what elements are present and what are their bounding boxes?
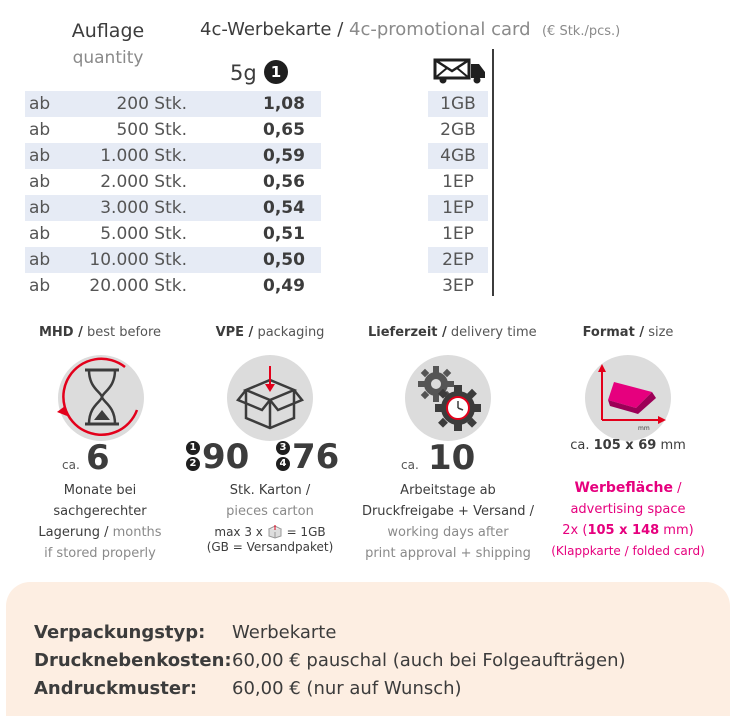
lieferzeit-value: 10 — [428, 438, 476, 478]
table-row — [25, 195, 321, 221]
lieferzeit-line4: print approval + shipping — [365, 546, 531, 561]
row-quantity: 10.000 Stk. — [89, 250, 187, 270]
shipping-cell: 4GB — [428, 143, 488, 169]
format-size-value: 105 x 69 — [593, 438, 657, 453]
row-prefix: ab — [29, 198, 51, 218]
row-quantity: 1.000 Stk. — [100, 146, 187, 166]
lieferzeit-line2: Druckfreigabe + Versand / — [361, 504, 535, 519]
title-en: 4c-promotional card — [343, 19, 531, 40]
lieferzeit-line1: Arbeitstage ab — [400, 483, 496, 498]
vpe-note — [190, 525, 350, 555]
row-prefix: ab — [29, 224, 51, 244]
vpe-title-bold: VPE / — [215, 325, 254, 340]
vpe-title — [190, 325, 350, 340]
mhd-line1: Monate bei — [63, 483, 137, 498]
row-price: 0,50 — [263, 250, 305, 270]
row-price: 0,54 — [263, 198, 305, 218]
mhd-title-bold: MHD / — [38, 325, 83, 340]
format-line3b: 105 x 148 — [587, 523, 660, 538]
lieferzeit-line3: working days after — [387, 525, 509, 540]
mhd-line2: sachgerechter — [53, 504, 147, 519]
gears-clock-icon — [408, 358, 490, 440]
lieferzeit-ca: ca. — [401, 458, 419, 472]
row-price: 0,59 — [263, 146, 305, 166]
table-row — [25, 247, 321, 273]
shipping-cell: 1GB — [428, 91, 488, 117]
mhd-line3b: months — [108, 525, 162, 540]
footer-row-costs — [34, 650, 626, 671]
small-box-icon — [267, 525, 283, 539]
row-prefix: ab — [29, 172, 51, 192]
shipping-cell: 3EP — [442, 276, 474, 296]
format-line3c: mm) — [659, 523, 694, 538]
box-icon — [232, 360, 308, 436]
auflage-header: Auflage — [71, 20, 145, 42]
vpe-line3b: = 1GB — [286, 525, 326, 539]
shipping-cell: 1EP — [428, 195, 488, 221]
row-quantity: 5.000 Stk. — [100, 224, 187, 244]
footer-row-proof — [34, 678, 462, 699]
footer-value: Werbekarte — [232, 622, 337, 643]
price-unit: (€ Stk./pcs.) — [541, 24, 621, 39]
format-line3a: 2x ( — [562, 523, 588, 538]
mhd-title-rest: best before — [82, 325, 162, 340]
format-size — [548, 438, 708, 453]
product-title — [200, 19, 620, 40]
vpe-line4: (GB = Versandpaket) — [206, 540, 334, 554]
footer-box — [6, 582, 730, 716]
lieferzeit-description — [355, 480, 541, 564]
lieferzeit-title — [368, 325, 537, 340]
format-size-unit: mm — [660, 438, 686, 453]
hourglass-icon — [55, 352, 150, 444]
mhd-description — [20, 480, 180, 564]
format-size-prefix: ca. — [570, 438, 590, 453]
table-row — [25, 117, 321, 143]
vpe-marker-4: 4 — [276, 457, 290, 471]
row-quantity: 20.000 Stk. — [89, 276, 187, 296]
title-de: 4c-Werbekarte / — [200, 19, 344, 40]
truck-mail-icon — [433, 56, 487, 84]
mhd-value: 6 — [86, 438, 110, 478]
row-price: 0,56 — [263, 172, 305, 192]
table-row — [25, 143, 321, 169]
lieferzeit-title-bold: Lieferzeit / — [368, 325, 447, 340]
row-prefix: ab — [29, 120, 51, 140]
shipping-cell: 2EP — [428, 247, 488, 273]
row-prefix: ab — [29, 146, 51, 166]
format-line2: advertising space — [570, 502, 686, 517]
row-price: 0,51 — [263, 224, 305, 244]
footer-row-packaging — [34, 622, 336, 643]
format-description — [538, 478, 718, 562]
vpe-title-rest: packaging — [253, 325, 325, 340]
mhd-line3a: Lagerung / — [38, 525, 109, 540]
vpe-marker-3: 3 — [276, 441, 290, 455]
format-title — [548, 325, 708, 340]
table-row — [25, 221, 321, 247]
row-prefix: ab — [29, 94, 51, 114]
format-icon-unit: mm — [638, 425, 650, 432]
row-quantity: 3.000 Stk. — [100, 198, 187, 218]
table-row — [25, 91, 321, 117]
werbeflaeche-slash: / — [672, 481, 682, 496]
table-row — [25, 169, 321, 195]
vpe-description — [190, 480, 350, 522]
shipping-cell: 2GB — [440, 120, 476, 140]
footer-value: 60,00 € (nur auf Wunsch) — [232, 678, 462, 699]
row-price: 0,65 — [263, 120, 305, 140]
vpe-value-1: 90 — [202, 437, 250, 477]
vpe-marker-1: 1 — [186, 441, 200, 455]
format-title-bold: Format / — [582, 325, 645, 340]
row-quantity: 500 Stk. — [116, 120, 187, 140]
vpe-line2: pieces carton — [226, 504, 314, 519]
vpe-marker-2: 2 — [186, 457, 200, 471]
weight-label: 5g — [230, 61, 257, 85]
footer-label: Verpackungstyp: — [34, 622, 206, 643]
shipping-cell: 1EP — [442, 224, 474, 244]
vpe-line3a: max 3 x — [214, 525, 263, 539]
weight-marker: 1 — [264, 60, 288, 84]
format-card-icon — [592, 362, 670, 432]
row-prefix: ab — [29, 250, 51, 270]
mhd-title — [20, 325, 180, 340]
format-title-rest: size — [644, 325, 674, 340]
row-quantity: 2.000 Stk. — [100, 172, 187, 192]
footer-value: 60,00 € pauschal (auch bei Folgeaufträgen) — [232, 650, 626, 671]
vpe-value-2: 76 — [292, 437, 340, 477]
row-quantity: 200 Stk. — [116, 94, 187, 114]
werbeflaeche-label: Werbefläche — [574, 480, 673, 496]
footer-label: Drucknebenkosten: — [34, 650, 232, 671]
mhd-ca: ca. — [62, 458, 80, 472]
footer-label: Andruckmuster: — [34, 678, 198, 699]
quantity-header: quantity — [72, 48, 144, 68]
row-prefix: ab — [29, 276, 51, 296]
lieferzeit-title-rest: delivery time — [446, 325, 537, 340]
table-row — [25, 273, 321, 299]
row-price: 1,08 — [263, 94, 305, 114]
vpe-line1: Stk. Karton / — [229, 483, 311, 498]
shipping-cell: 1EP — [442, 172, 474, 192]
format-line4: (Klappkarte / folded card) — [551, 544, 705, 558]
table-divider — [492, 49, 494, 296]
row-price: 0,49 — [263, 276, 305, 296]
mhd-line4: if stored properly — [44, 546, 156, 561]
